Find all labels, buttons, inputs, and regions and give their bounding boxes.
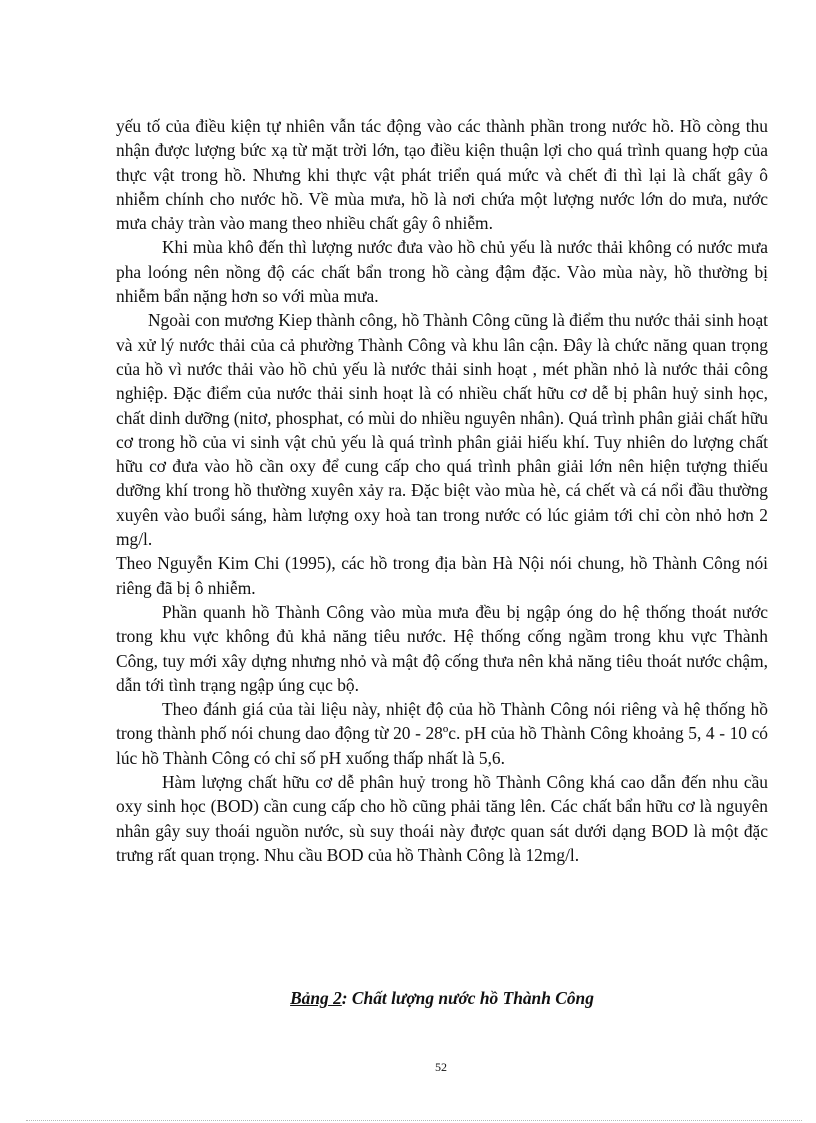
table-caption-title: : Chất lượng nước hồ Thành Công	[341, 988, 594, 1008]
paragraph-6: Theo đánh giá của tài liệu này, nhiệt độ của hồ Thành Công nói riêng và hệ thống hồ trong thành phố nói chung dao động từ 20 - 28ºc. pH của hồ Thành Công khoảng 5, 4 - 10 có lúc hồ Thành Công có chỉ số pH xuống thấp nhất là 5,6.	[116, 699, 768, 768]
page-number: 52	[435, 1060, 447, 1074]
paragraph-7: Hàm lượng chất hữu cơ dễ phân huỷ trong hồ Thành Công khá cao dẫn đến nhu cầu oxy sinh học (BOD) cần cung cấp cho hồ cũng phải tăng lên. Các chất bẩn hữu cơ là nguyên nhân gây suy thoái nguồn nước, sù suy thoái này được quan sát dưới dạng BOD là một đặc trưng rất quan trọng. Nhu cầu BOD của hồ Thành Công là 12mg/l.	[116, 772, 768, 865]
paragraph-2: Khi mùa khô đến thì lượng nước đưa vào hồ chủ yếu là nước thải không có nước mưa pha loóng nên nồng độ các chất bẩn trong hồ càng đậm đặc. Vào mùa này, hồ thường bị nhiễm bẩn nặng hơn so với mùa mưa.	[116, 237, 768, 307]
paragraph-3: Ngoài con mương Kiep thành công, hồ Thành Công cũng là điểm thu nước thải sinh hoạt và xử lý nước thải của cả phường Thành Công và khu lân cận. Đây là chức năng quan trọng của hồ vì nước thải vào hồ chủ yếu là nước thải sinh hoạt , mét phần nhỏ là nước thải công nghiệp. Đặc điểm của nước thải sinh hoạt là có nhiều chất hữu cơ dễ bị phân huỷ sinh học, chất dinh dưỡng (nitơ, phosphat, có mùi do nhiều nguyên nhân). Quá trình phân giải chất hữu cơ trong hồ của vi sinh vật chủ yếu là quá trình phân giải hiếu khí. Tuy nhiên do lượng chất hữu cơ đưa vào hồ cần oxy để cung cấp cho quá trình phân giải lớn nên hiện tượng thiếu dưỡng khí trong hồ thường xuyên xảy ra. Đặc biệt vào mùa hè, cá chết và cá nổi đầu thường xuyên vào buổi sáng, hàm lượng oxy hoà tan trong nước có lúc giảm tới chỉ còn nhỏ hơn 2 mg/l.	[116, 310, 768, 550]
paragraph-5: Phần quanh hồ Thành Công vào mùa mưa đều bị ngập óng do hệ thống thoát nước trong khu vực không đủ khả năng tiêu nước. Hệ thống cống ngầm trong khu vực Thành Công, tuy mới xây dựng nhưng nhỏ và mật độ cống thưa nên khả năng tiêu thoát nước chậm, dẫn tới tình trạng ngập úng cục bộ.	[116, 601, 768, 695]
paragraph-1: yếu tố của điều kiện tự nhiên vẫn tác động vào các thành phần trong nước hồ. Hồ còng thu nhận được lượng bức xạ từ mặt trời lớn, tạo điều kiện thuận lợi cho quá trình quang hợp của thực vật trong hồ. Nhưng khi thực vật phát triển quá mức và chết đi thì lại là chất gây ô nhiễm chính cho nước hồ. Về mùa mưa, hồ là nơi chứa một lượng nước lớn do mưa, nước mưa chảy tràn vào mang theo nhiều chất gây ô nhiễm.	[116, 116, 768, 234]
table-caption-label: Bảng 2	[290, 988, 342, 1008]
paragraph-4: Theo Nguyễn Kim Chi (1995), các hồ trong địa bàn Hà Nội nói chung, hồ Thành Công nói riêng đã bị ô nhiễm.	[116, 553, 768, 598]
table-caption	[116, 988, 768, 1009]
body-text	[116, 114, 768, 867]
footer-divider	[26, 1120, 802, 1121]
